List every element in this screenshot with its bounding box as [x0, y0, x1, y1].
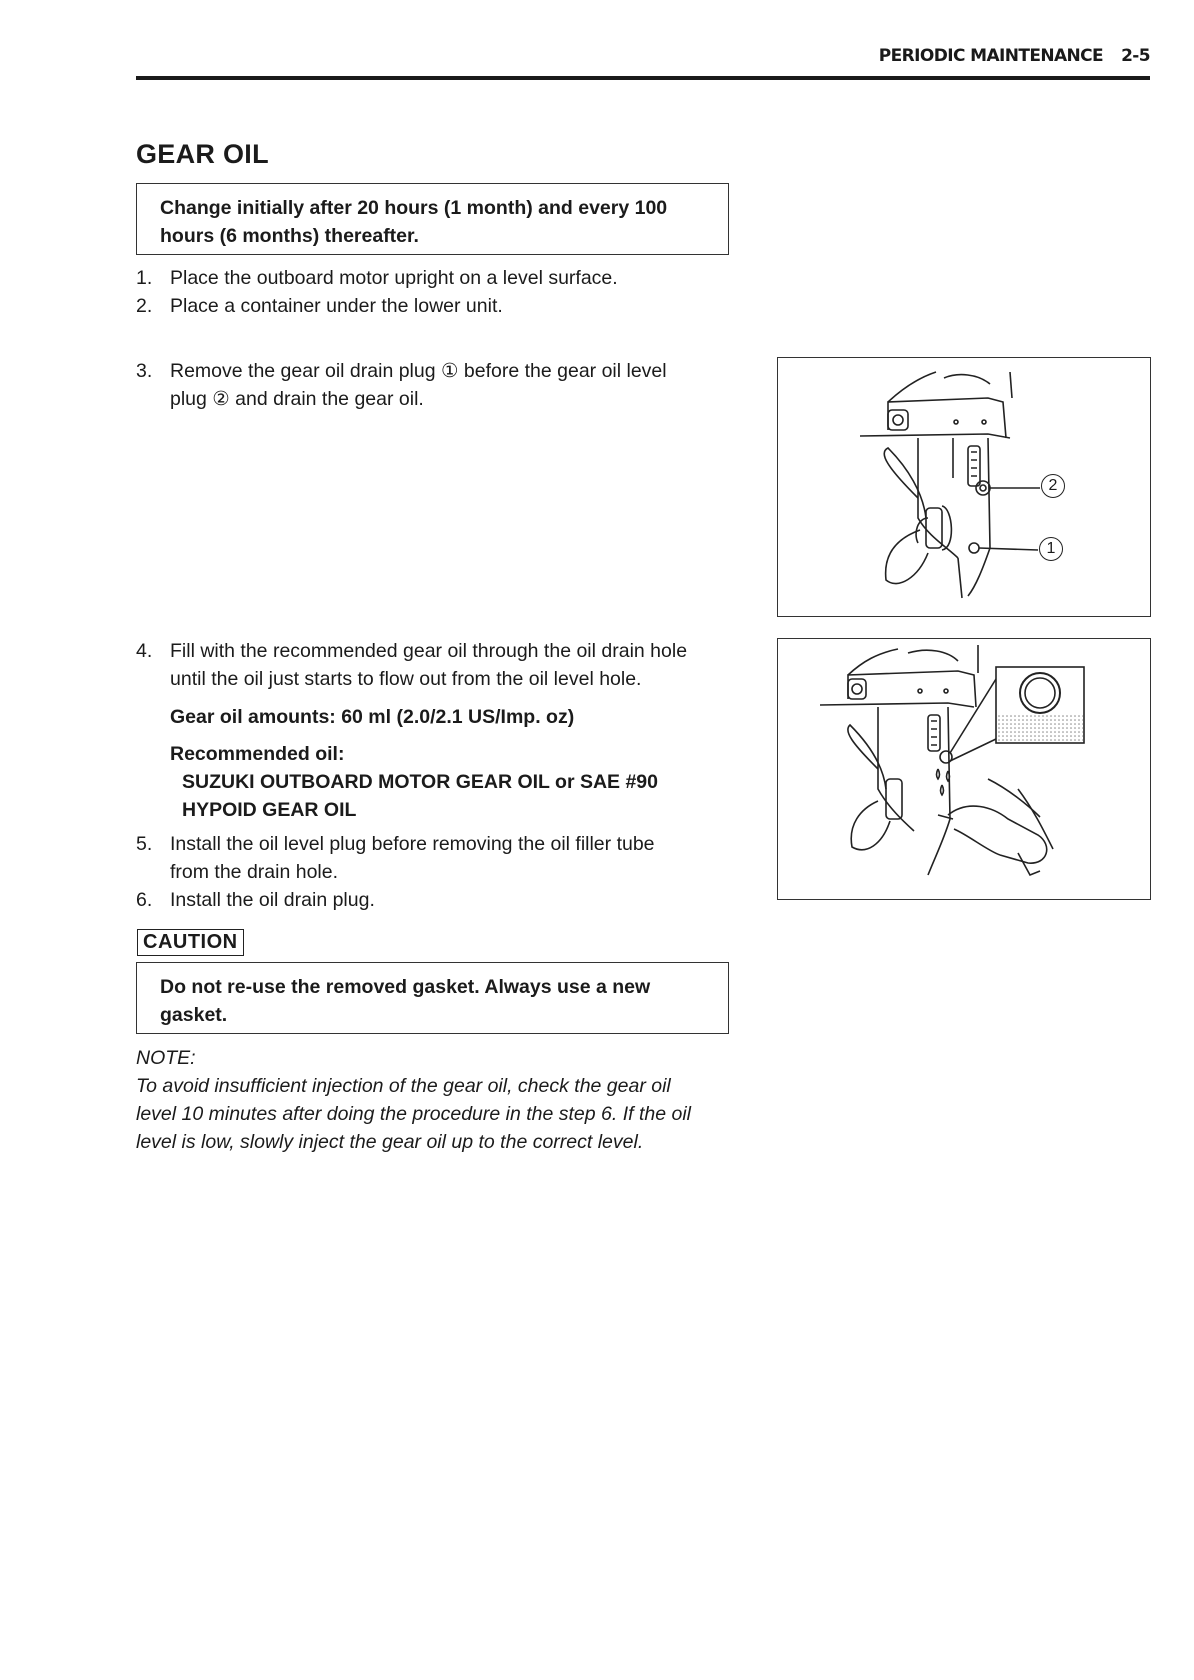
- step-number: 5.: [136, 833, 153, 855]
- oil-filling-illustration: [778, 639, 1152, 901]
- note-line-1: To avoid insufficient injection of the gear oil, check the gear oil: [136, 1075, 671, 1097]
- step-4: [136, 637, 744, 693]
- step-text: Install the oil drain plug.: [170, 889, 375, 911]
- caution-box: [136, 962, 729, 1034]
- recommended-oil-line-1: SUZUKI OUTBOARD MOTOR GEAR OIL or SAE #90: [182, 771, 658, 793]
- step-text-line-2: plug ② and drain the gear oil.: [170, 388, 424, 410]
- interval-box: [136, 183, 729, 255]
- header-text: [879, 46, 1150, 66]
- header-section: PERIODIC MAINTENANCE: [878, 46, 1104, 66]
- page-number: 2-5: [1121, 46, 1150, 66]
- recommended-oil-line-2: HYPOID GEAR OIL: [182, 799, 357, 821]
- step-text-line-1: Fill with the recommended gear oil through the oil drain hole: [170, 640, 688, 662]
- step-3: [136, 357, 744, 413]
- step-number: 1.: [136, 267, 153, 289]
- step-number: 6.: [136, 889, 153, 911]
- callout-drain-plug: 1: [1039, 537, 1063, 561]
- step-5: [136, 830, 744, 886]
- interval-line-1: Change initially after 20 hours (1 month) and every 100: [160, 197, 668, 219]
- step-number: 2.: [136, 295, 153, 317]
- page-title: GEAR OIL: [136, 139, 269, 169]
- step-number: 3.: [136, 360, 153, 382]
- caution-line-1: Do not re-use the removed gasket. Always use a new: [160, 976, 651, 998]
- step-text-line-1: Install the oil level plug before removing the oil filler tube: [170, 833, 655, 855]
- callout-level-plug: 2: [1041, 474, 1065, 498]
- recommended-oil-label: Recommended oil:: [170, 743, 345, 765]
- note-label: NOTE:: [136, 1047, 196, 1069]
- step-6: [136, 886, 744, 914]
- step-text-line-2: from the drain hole.: [170, 861, 339, 883]
- gear-oil-amount: Gear oil amounts: 60 ml (2.0/2.1 US/Imp. oz): [170, 706, 575, 728]
- page-header: [136, 46, 1150, 80]
- step-text: Place the outboard motor upright on a level surface.: [170, 267, 618, 289]
- step-number: 4.: [136, 640, 153, 662]
- figure-filling-oil: [777, 638, 1151, 900]
- outboard-lower-unit-illustration: [778, 358, 1152, 618]
- step-2: [136, 292, 744, 320]
- interval-line-2: hours (6 months) thereafter.: [160, 225, 419, 247]
- step-text-line-2: until the oil just starts to flow out from the oil level hole.: [170, 668, 642, 690]
- caution-label: CAUTION: [137, 929, 244, 956]
- figure-drain-plugs: [777, 357, 1151, 617]
- caution-line-2: gasket.: [160, 1004, 228, 1026]
- step-text: Place a container under the lower unit.: [170, 295, 503, 317]
- step-1: [136, 264, 744, 292]
- note-line-2: level 10 minutes after doing the procedure in the step 6. If the oil: [136, 1103, 692, 1125]
- step-text-line-1: Remove the gear oil drain plug ① before the gear oil level: [170, 360, 667, 382]
- note-line-3: level is low, slowly inject the gear oil up to the correct level.: [136, 1131, 644, 1153]
